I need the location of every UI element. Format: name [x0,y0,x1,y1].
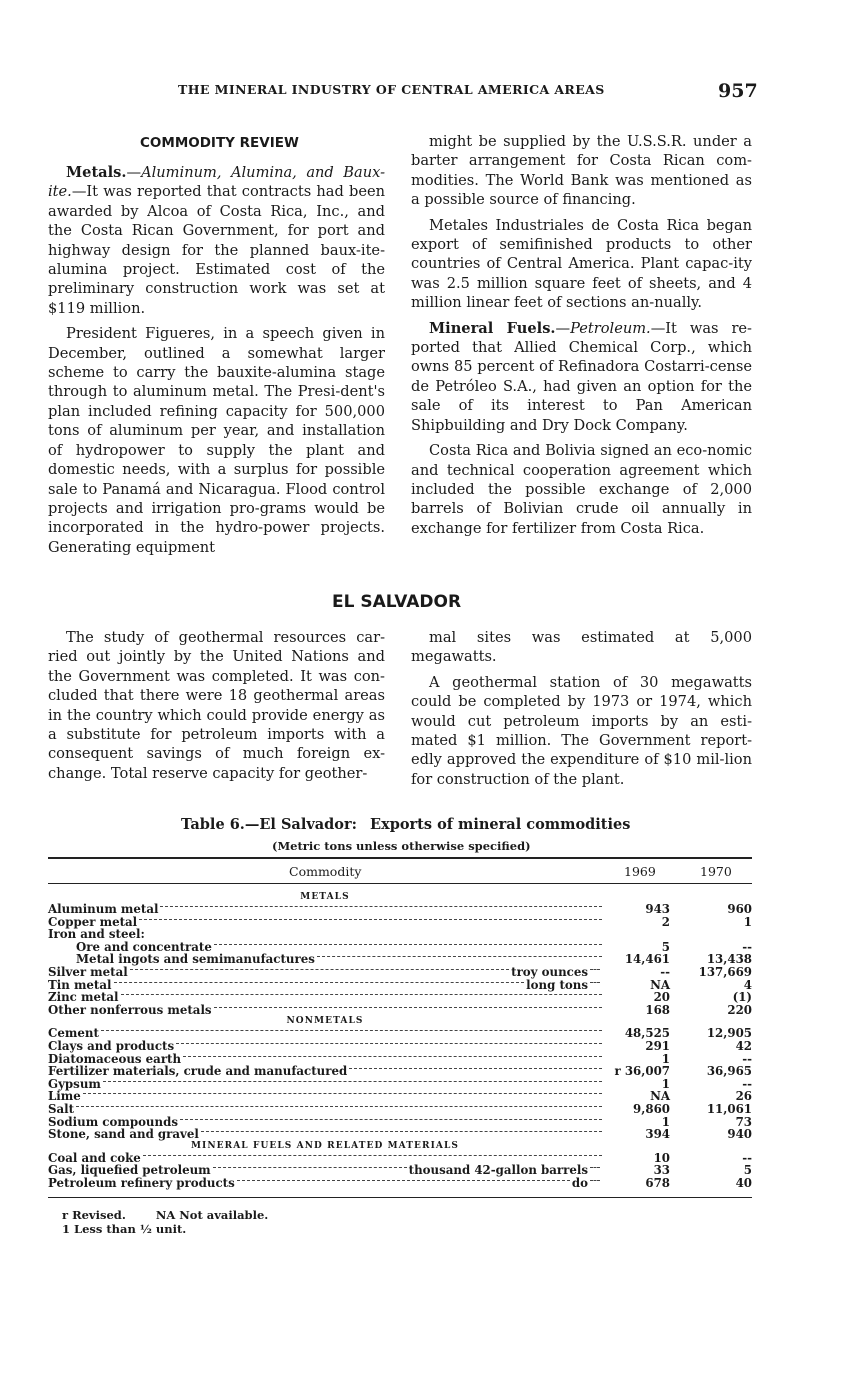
cell-1969: 14,461 [624,952,670,967]
row-leader-dots [590,969,600,970]
table-top-rule [48,857,752,859]
cell-1969: 1 [661,1051,670,1066]
cell-1969: 1 [661,1114,670,1129]
paragraph-lead: Metals. [66,164,127,181]
column-header-commodity: Commodity [289,864,362,879]
table-row [48,991,752,1003]
column-header-1969: 1969 [624,864,656,879]
row-leader-dots [83,1093,602,1094]
row-label: Gas, liquefied petroleum [48,1163,211,1178]
row-label: Copper metal [48,914,138,929]
paragraph-italic: Petroleum. [570,319,651,337]
paragraph [411,132,752,210]
row-label: Iron and steel: [48,927,145,942]
table-group-heading: MINERAL FUELS AND RELATED MATERIALS [190,1140,460,1151]
table-row [48,1116,752,1128]
table-row [48,903,752,915]
cell-1970: 26 [735,1089,752,1104]
cell-1969: 2 [661,914,670,929]
cell-1970: (1) [732,990,752,1005]
paragraph [48,324,385,557]
cell-1970: 4 [743,977,752,992]
el-salvador-left-column [48,628,385,789]
cell-1970: 5 [743,1163,752,1178]
cell-1969: 5 [661,939,670,954]
row-leader-dots [214,1007,602,1008]
table-group-heading: METALS [300,892,350,902]
cell-1970: 11,061 [706,1102,752,1116]
table-caption-title: Exports of mineral commodities [370,816,631,833]
running-title: THE MINERAL INDUSTRY OF CENTRAL AMERICA AREAS [178,82,605,97]
row-label: Gypsum [48,1076,101,1091]
row-label: Silver metal [48,965,128,979]
paragraph-text: mal sites was estimated at 5,000 megawatts. [411,629,752,666]
cell-1970: -- [742,1076,752,1091]
commodity-review-left-column [48,163,385,563]
row-unit: thousand 42-gallon barrels [408,1163,588,1178]
row-leader-dots [237,1180,570,1181]
paragraph [411,319,752,435]
row-unit: long tons [526,977,588,992]
paragraph-text: Metales Industriales de Costa Rica began export of semifinished products to other countries of Central America. Plant capac-ity was 2.5 million square feet of sheets, and 4 million linear feet of sections an-nually. [411,216,752,312]
row-leader-dots [317,956,602,957]
paragraph [411,216,752,313]
commodity-review-right-column [411,132,752,544]
row-label: Cement [48,1026,99,1041]
row-leader-dots [201,1131,602,1132]
row-label: Stone, sand and gravel [48,1127,199,1142]
cell-1970: -- [742,939,752,954]
row-label: Aluminum metal [48,902,159,916]
table-row [48,1027,752,1039]
row-label: Lime [48,1089,81,1104]
paragraph-lead: Mineral Fuels. [429,319,556,337]
cell-1969: 168 [645,1002,670,1017]
paragraph-text: Costa Rica and Bolivia signed an eco-nomic and technical cooperation agreement which included the possible exchange of 2,000 barrels of Bolivian crude oil annually in exchange for fertilizer from Costa Rica. [411,442,752,537]
cell-1969: 10 [653,1150,670,1165]
paragraph-text: —It was reported that contracts had been awarded by Alcoa of Costa Rica, Inc., and the Costa Rican Government, for port and highway design for the planned baux-ite-alumina project. Estimated cost of the preliminary construction work was set at $119 million. [48,183,385,317]
table-row [48,1177,752,1189]
row-label: Coal and coke [48,1150,141,1165]
table-row [48,979,752,991]
table-row [48,966,752,978]
table-row [48,1078,752,1090]
row-leader-dots [130,969,509,970]
page-number: 957 [718,80,758,102]
row-label: Fertilizer materials, crude and manufactured [48,1064,348,1079]
row-leader-dots [103,1081,602,1082]
row-leader-dots [590,982,600,983]
cell-1969: 394 [645,1127,670,1142]
paragraph-text: might be supplied by the U.S.S.R. under a barter arrangement for Costa Rican com-modities. The World Bank was mentioned as a possible source of financing. [411,133,752,209]
table-row [48,1053,752,1065]
cell-1970: 960 [727,902,752,916]
cell-1970: 13,438 [706,952,752,967]
table-subtitle: (Metric tons unless otherwise specified) [272,839,531,853]
el-salvador-heading: EL SALVADOR [332,592,462,612]
cell-1969: 943 [645,902,670,916]
cell-1970: 220 [727,1002,752,1017]
table-header-rule [48,883,752,884]
table-caption [181,816,630,833]
cell-1969: r 36,007 [614,1064,670,1079]
row-leader-dots [590,1167,600,1168]
cell-1969: 291 [645,1039,670,1053]
row-label: Diatomaceous earth [48,1051,182,1066]
row-label: Petroleum refinery products [48,1176,235,1190]
paragraph-text: The study of geothermal resources car-ried out jointly by the United Nations and the Government was completed. It was con-cluded that there were 18 geothermal areas in the country which could provide energy as a substitute for petroleum imports with a consequent savings of much foreign ex-change. Total reserve capacity for geother- [48,629,385,782]
row-leader-dots [143,1155,602,1156]
row-label: Salt [48,1102,75,1116]
cell-1970: 137,669 [698,965,752,979]
footnote-na: NA Not available. [155,1208,269,1222]
cell-1970: 1 [743,914,752,929]
table-caption-prefix: Table 6.—El Salvador: [181,816,357,833]
table-bottom-rule [48,1197,752,1198]
table-row [48,1164,752,1176]
paragraph-italic: Aluminum, Alumina, and Baux-ite. [48,164,385,201]
row-leader-dots [214,944,602,945]
paragraph-text: —It was re-ported that Allied Chemical Corp., which owns 85 percent of Refinadora Costarri-cense de Petróleo S.A., had given an option for the sale of its interest to Pan American Shipbuilding and Dry Dock Company. [411,319,752,434]
paragraph-dash: — [126,164,142,181]
paragraph [411,628,752,667]
table-row [48,1065,752,1077]
cell-1969: NA [650,1089,670,1104]
row-label: Tin metal [48,977,112,992]
footnote-less-than: 1 Less than ½ unit. [62,1222,187,1236]
row-leader-dots [160,906,602,907]
paragraph [48,163,385,318]
table-row [48,1040,752,1052]
cell-1969: 1 [661,1076,670,1091]
row-leader-dots [183,1056,602,1057]
cell-1970: -- [742,1150,752,1165]
table-group-heading: NONMETALS [286,1016,364,1027]
cell-1969: 678 [645,1176,670,1190]
row-unit: troy ounces [511,965,588,979]
table-row [48,941,752,953]
cell-1970: 12,905 [706,1026,752,1041]
paragraph [48,628,385,783]
row-leader-dots [590,1180,600,1181]
row-leader-dots [139,919,602,920]
cell-1969: 20 [653,990,670,1005]
cell-1969: 48,525 [624,1026,670,1041]
row-leader-dots [114,982,525,983]
row-leader-dots [180,1119,602,1120]
paragraph [411,673,752,789]
row-label: Other nonferrous metals [48,1002,212,1017]
row-leader-dots [349,1068,602,1069]
cell-1969: -- [660,965,670,979]
cell-1969: 33 [653,1163,670,1178]
footnote-line-1 [62,1208,268,1222]
cell-1970: 73 [735,1114,752,1129]
row-leader-dots [101,1030,602,1031]
el-salvador-right-column [411,628,752,795]
cell-1970: 940 [727,1127,752,1142]
commodity-review-heading: COMMODITY REVIEW [140,135,299,151]
table-row [48,1103,752,1115]
table-row [48,1004,752,1016]
cell-1970: 36,965 [706,1064,752,1079]
table-row [48,1128,752,1140]
footnote-revised: r Revised. [62,1208,126,1222]
row-label: Clays and products [48,1039,175,1053]
row-leader-dots [176,1043,602,1044]
paragraph [411,441,752,538]
cell-1969: NA [650,977,670,992]
table-row [48,1152,752,1164]
cell-1970: 42 [735,1039,752,1053]
row-unit: do [571,1176,588,1190]
row-leader-dots [213,1167,407,1168]
paragraph-dash: — [555,319,571,337]
row-label: Zinc metal [48,990,119,1005]
table-row [48,916,752,928]
paragraph-text: President Figueres, in a speech given in December, outlined a somewhat larger scheme to carry the bauxite-alumina stage through to aluminum metal. The Presi-dent's plan included refining capacity for 500,000 tons of aluminum per year, and installation of hydropower to supply the plant and domestic needs, with a surplus for possible sale to Panamá and Nicaragua. Flood control projects and irrigation pro-grams would be incorporated in the hydro-power projects. Generating equipment [48,325,385,556]
cell-1970: -- [742,1051,752,1066]
cell-1970: 40 [735,1176,752,1190]
row-leader-dots [121,994,602,995]
row-label: Ore and concentrate [76,939,212,954]
row-label: Sodium compounds [48,1114,178,1129]
row-label: Metal ingots and semimanufactures [76,952,315,967]
cell-1969: 9,860 [633,1102,670,1116]
column-header-1970: 1970 [700,864,732,879]
paragraph-text: A geothermal station of 30 megawatts could be completed by 1973 or 1974, which would cut petroleum imports by an esti-mated $1 million. The Government report-edly approved the expenditure of $10 mil-lion for construction of the plant. [411,673,752,788]
table-row [48,1090,752,1102]
row-leader-dots [76,1106,602,1107]
table-row [48,928,752,940]
table-row [48,953,752,965]
